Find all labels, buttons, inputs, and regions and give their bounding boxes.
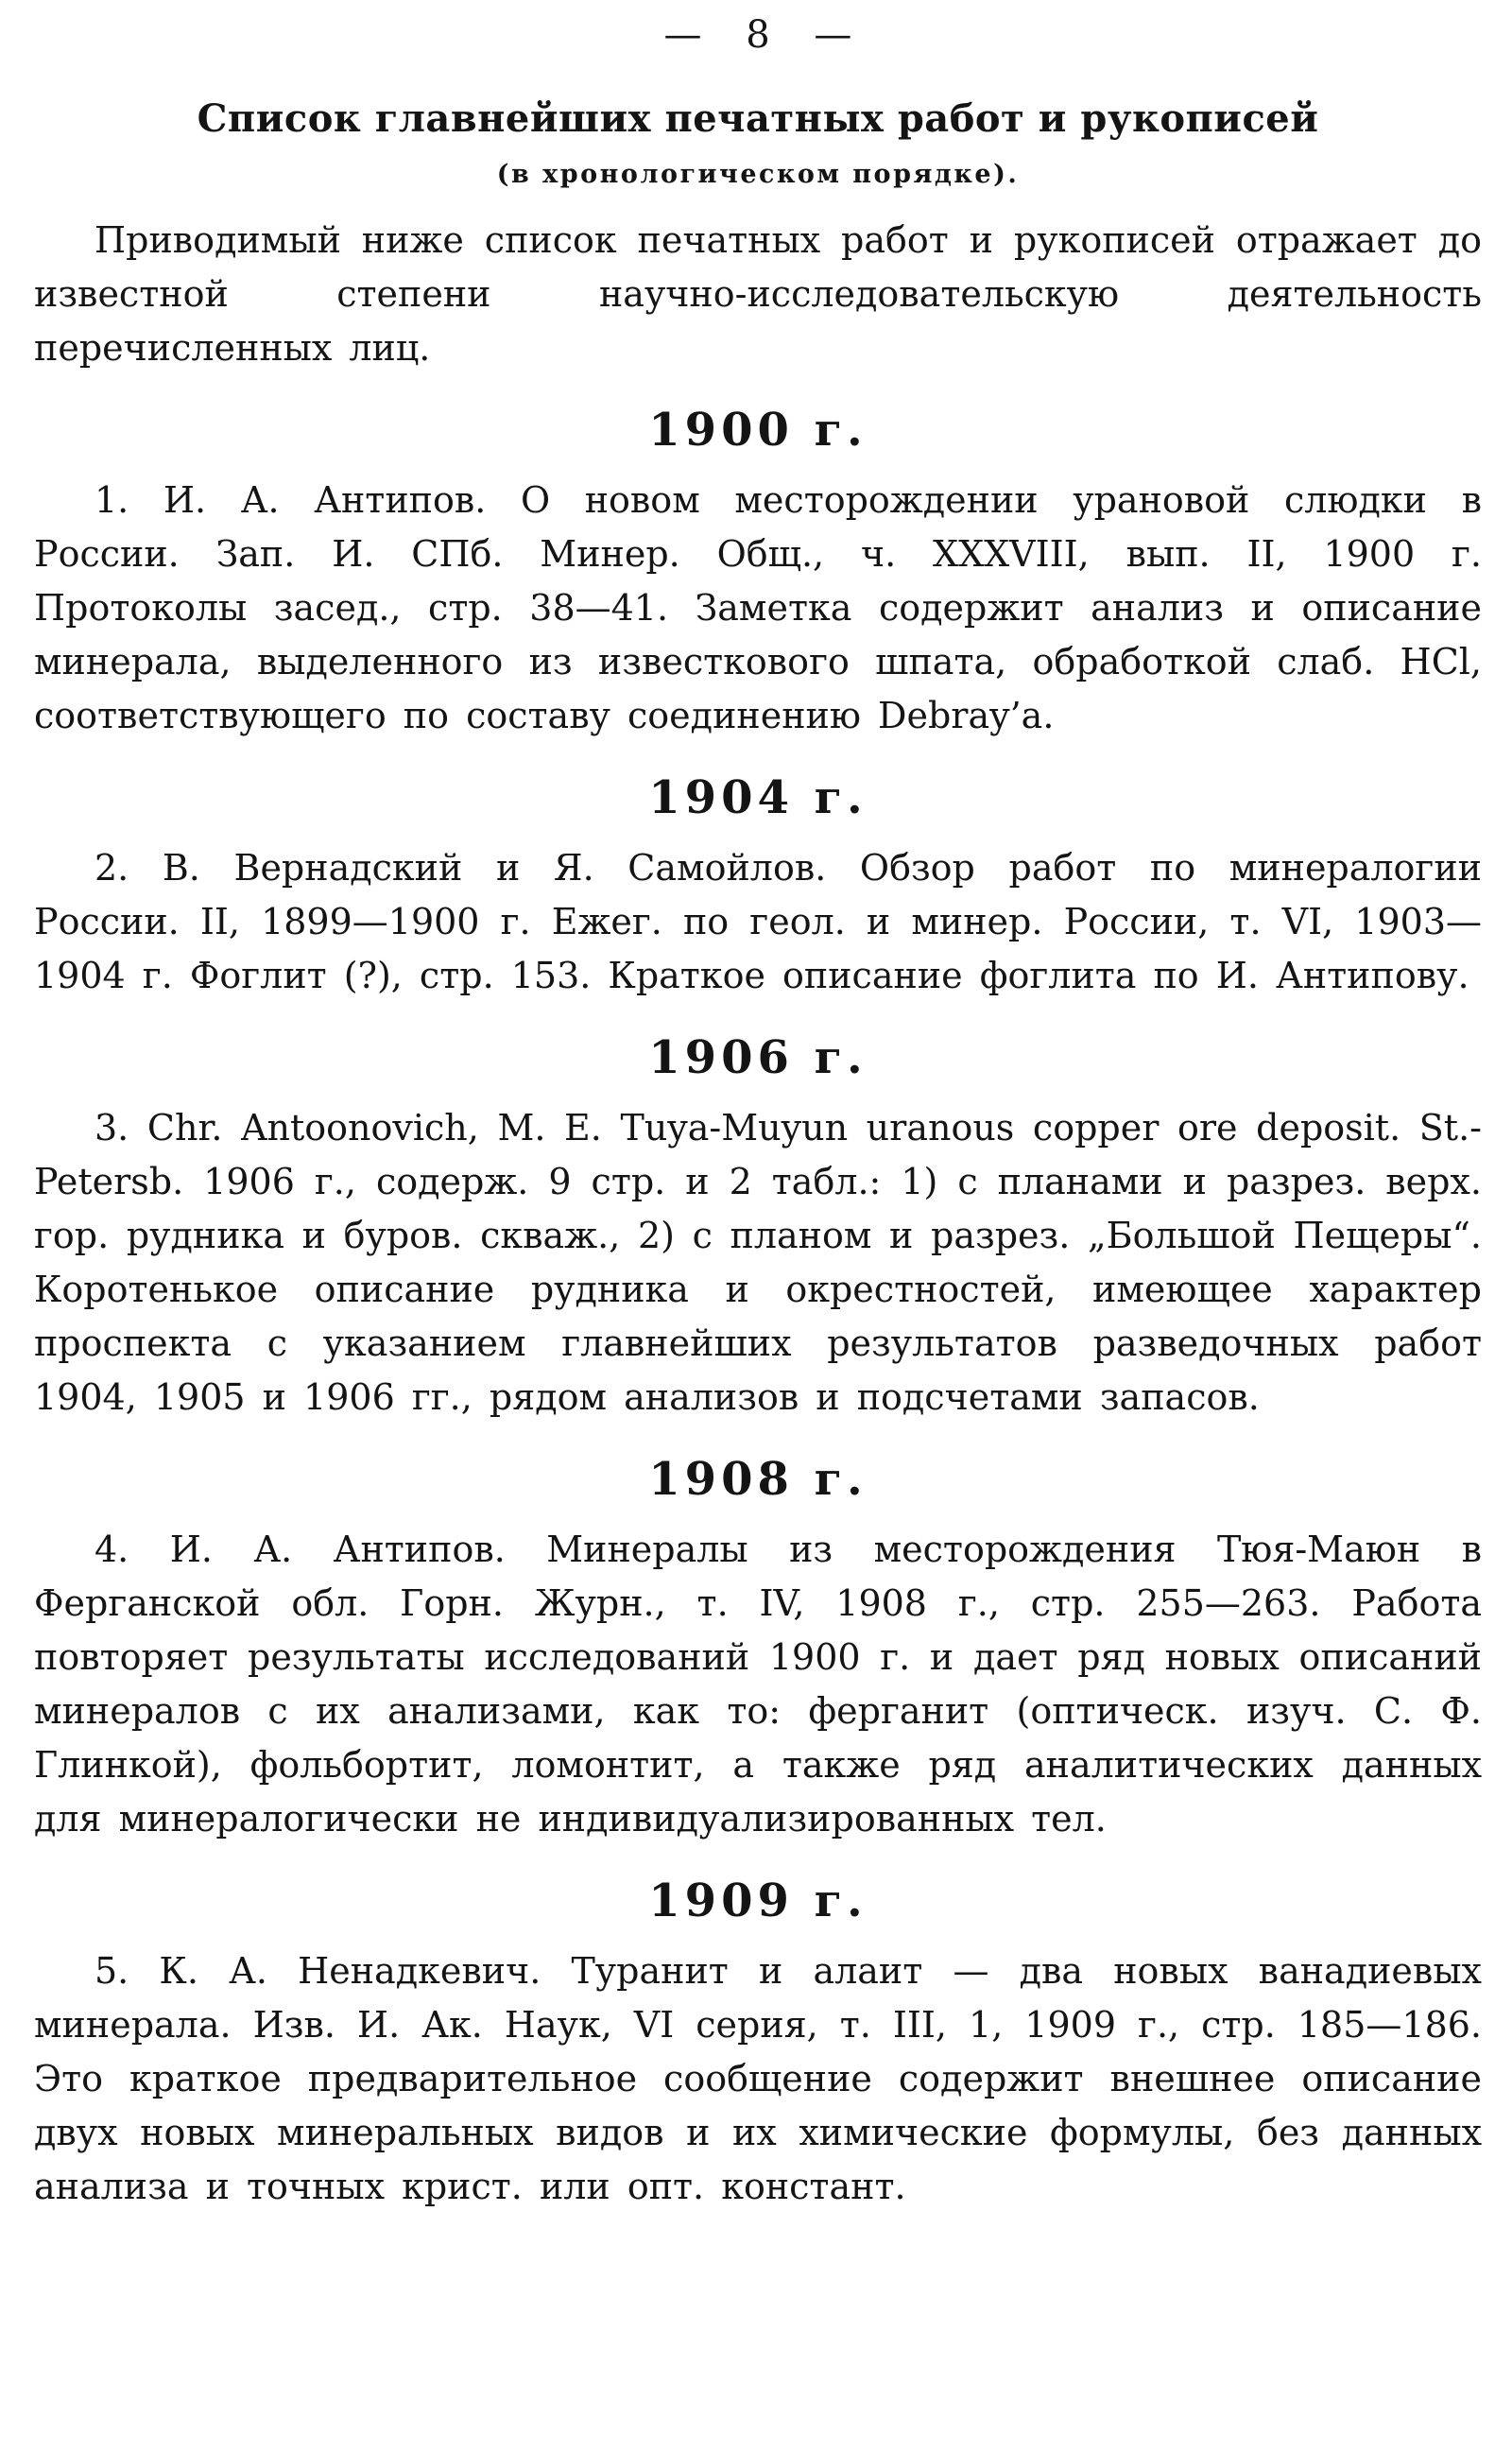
section-1908 (34, 1453, 1482, 1846)
section-1900 (34, 404, 1482, 743)
bibliography-entry-1: 1. И. А. Антипов. О новом месторождении урановой слюдки в России. Зап. И. СПб. Минер. Общ., ч. XXXVIII, вып. II, 1900 г. Протоколы засед., стр. 38—41. Заметка содержит анализ и описание минерала, выделенного из известкового шпата, обработкой слаб. HCl, соответствующего по составу соединению Debray’a. (34, 479, 1482, 736)
bibliography-entry-2: 2. В. Вернадский и Я. Самойлов. Обзор работ по минералогии России. II, 1899—1900 г. Ежег. по геол. и минер. России, т. VI, 1903—1904 г. Фоглит (?), стр. 153. Краткое описание фоглита по И. Антипову. (34, 847, 1482, 996)
year-heading-1900: 1900 г. (648, 404, 868, 457)
year-heading-1909: 1909 г. (648, 1874, 868, 1927)
bibliography-entry-4: 4. И. А. Антипов. Минералы из месторождения Тюя-Маюн в Ферганской обл. Горн. Журн., т. IV, 1908 г., стр. 255—263. Работа повторяет результаты исследований 1900 г. и дает ряд новых описаний минералов с их анализами, как то: ферганит (оптическ. изуч. С. Ф. Глинкой), фольбортит, ломонтит, а также ряд аналитических данных для минералогически не индивидуализированных тел. (34, 1529, 1482, 1840)
bibliography-entry-5: 5. К. А. Ненадкевич. Туранит и алаит — два новых ванадиевых минерала. Изв. И. Ак. Наук, VI серия, т. III, 1, 1909 г., стр. 185—186. Это краткое предварительное сообщение содержит внешнее описание двух новых минеральных видов и их химические формулы, без данных анализа и точных крист. или опт. констант. (34, 1950, 1482, 2207)
bibliography-entry-3: 3. Chr. Antoonovich, M. E. Tuya-Muyun uranous copper ore deposit. St.-Petersb. 1906 г., содерж. 9 стр. и 2 табл.: 1) с планами и разрез. верх. гор. рудника и буров. скваж., 2) с планом и разрез. „Большой Пещеры“. Коротенькое описание рудника и окрестностей, имеющее характер проспекта с указанием главнейших результатов разведочных работ 1904, 1905 и 1906 гг., рядом анализов и подсчетами запасов. (34, 1107, 1482, 1418)
intro-paragraph: Приводимый ниже список печатных работ и рукописей отражает до известной степени научно-исследовательскую деятельность перечисленных лиц. (34, 219, 1482, 369)
year-heading-1904: 1904 г. (648, 771, 868, 824)
page-title: Список главнейших печатных работ и рукописей (197, 96, 1319, 141)
page-subtitle: (в хронологическом порядке). (496, 160, 1020, 189)
year-heading-1906: 1906 г. (648, 1031, 868, 1084)
section-1909 (34, 1874, 1482, 2214)
year-heading-1908: 1908 г. (648, 1453, 868, 1506)
section-1904 (34, 771, 1482, 1003)
page-number: — 8 — (663, 13, 852, 57)
section-1906 (34, 1031, 1482, 1425)
